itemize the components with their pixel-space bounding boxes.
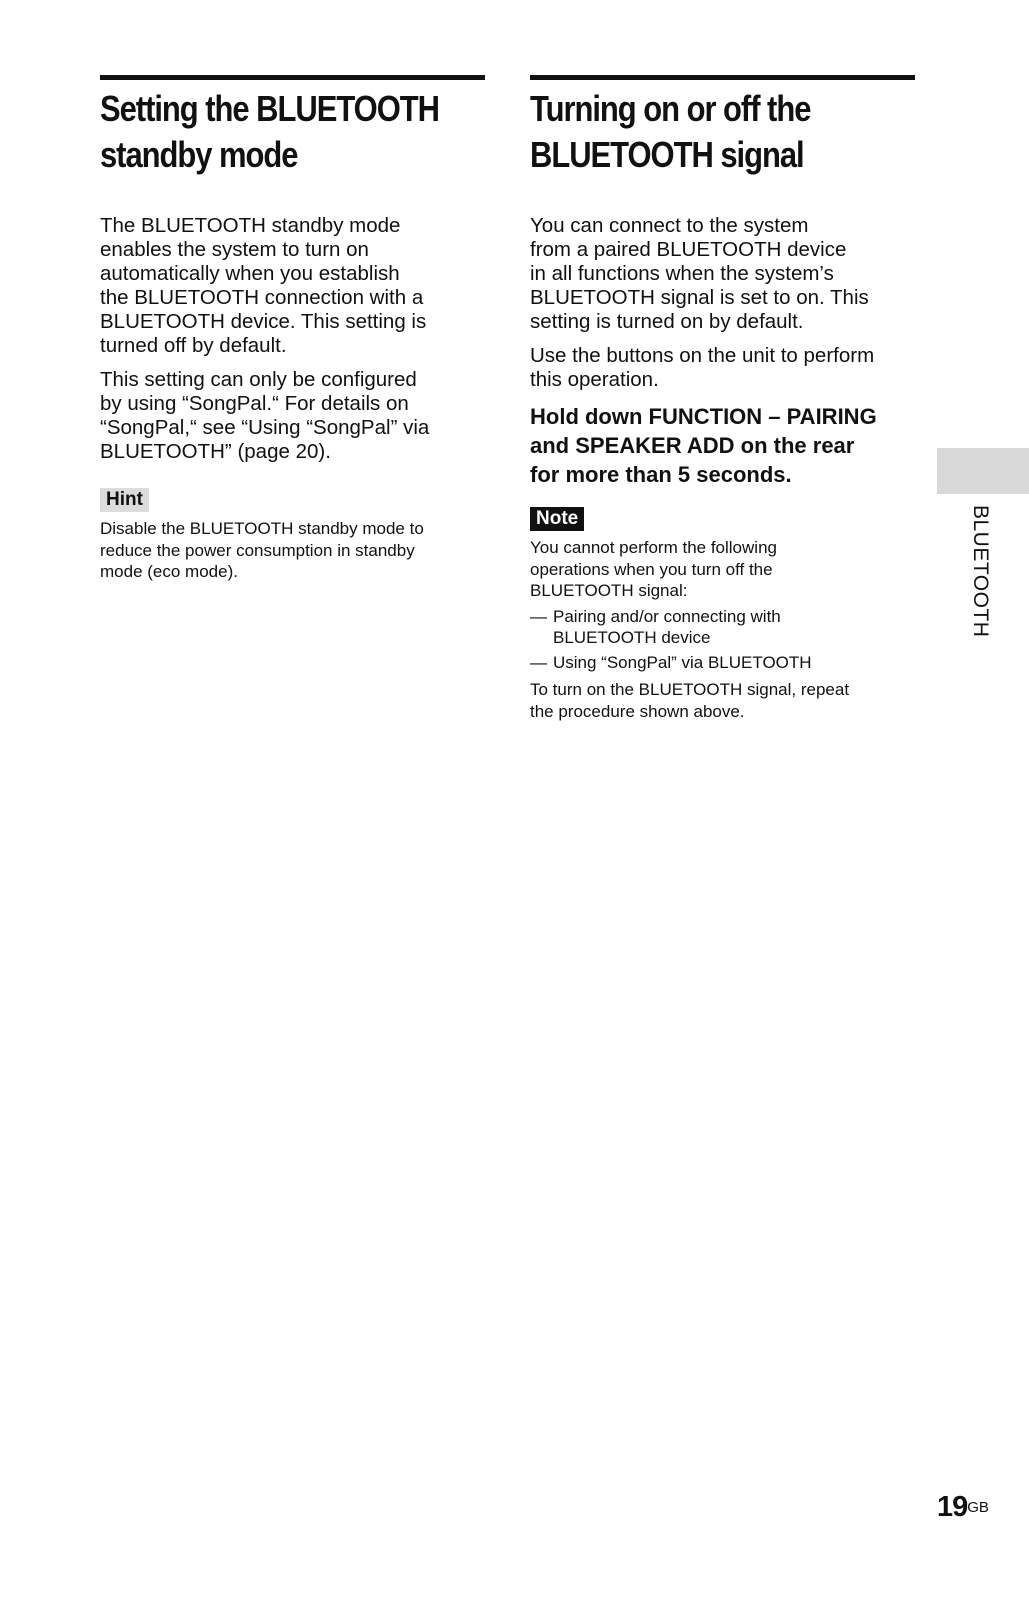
hint-text: Disable the BLUETOOTH standby mode to reduce the power consumption in standby mode (eco mode). bbox=[100, 519, 424, 581]
list-item: — Pairing and/or connecting with BLUETOOTH device bbox=[530, 606, 781, 647]
right-section bbox=[530, 75, 915, 722]
section-rule bbox=[530, 75, 915, 80]
side-tab-marker bbox=[937, 448, 1029, 494]
page-number-value: 19 bbox=[937, 1491, 968, 1523]
note-text: You cannot perform the following operations when you turn off the BLUETOOTH signal: bbox=[530, 538, 777, 600]
unit-buttons-paragraph: Use the buttons on the unit to perform this operation. bbox=[530, 344, 875, 391]
section-title-standby-mode: Setting the BLUETOOTH standby mode bbox=[100, 88, 439, 175]
songpal-config-paragraph: This setting can only be configured by using “SongPal.“ For details on “SongPal,“ see “Using “SongPal” via BLUETOOTH” (page 20). bbox=[100, 368, 430, 463]
signal-intro-paragraph: You can connect to the system from a paired BLUETOOTH device in all functions when the system’s BLUETOOTH signal is set to on. This setting is turned on by default. bbox=[530, 214, 869, 333]
page-number bbox=[937, 1490, 989, 1524]
section-title-bluetooth-signal: Turning on or off the BLUETOOTH signal bbox=[530, 88, 811, 175]
closing-text: To turn on the BLUETOOTH signal, repeat the procedure shown above. bbox=[530, 680, 850, 721]
section-rule bbox=[100, 75, 485, 80]
standby-intro-paragraph: The BLUETOOTH standby mode enables the system to turn on automatically when you establish the BLUETOOTH connection with a BLUETOOTH device. This setting is turned off by default. bbox=[100, 214, 427, 357]
instruction-step: Hold down FUNCTION – PAIRING and SPEAKER ADD on the rear for more than 5 seconds. bbox=[530, 404, 877, 487]
dash-bullet: — bbox=[530, 652, 547, 672]
list-item: — Using “SongPal” via BLUETOOTH bbox=[530, 652, 812, 672]
hint-label: Hint bbox=[100, 488, 149, 512]
note-label: Note bbox=[530, 507, 584, 531]
note-list bbox=[530, 606, 915, 674]
page-number-suffix: GB bbox=[967, 1499, 989, 1516]
dash-bullet: — bbox=[530, 606, 547, 626]
side-tab-label: BLUETOOTH bbox=[969, 505, 992, 638]
left-section bbox=[100, 75, 485, 583]
